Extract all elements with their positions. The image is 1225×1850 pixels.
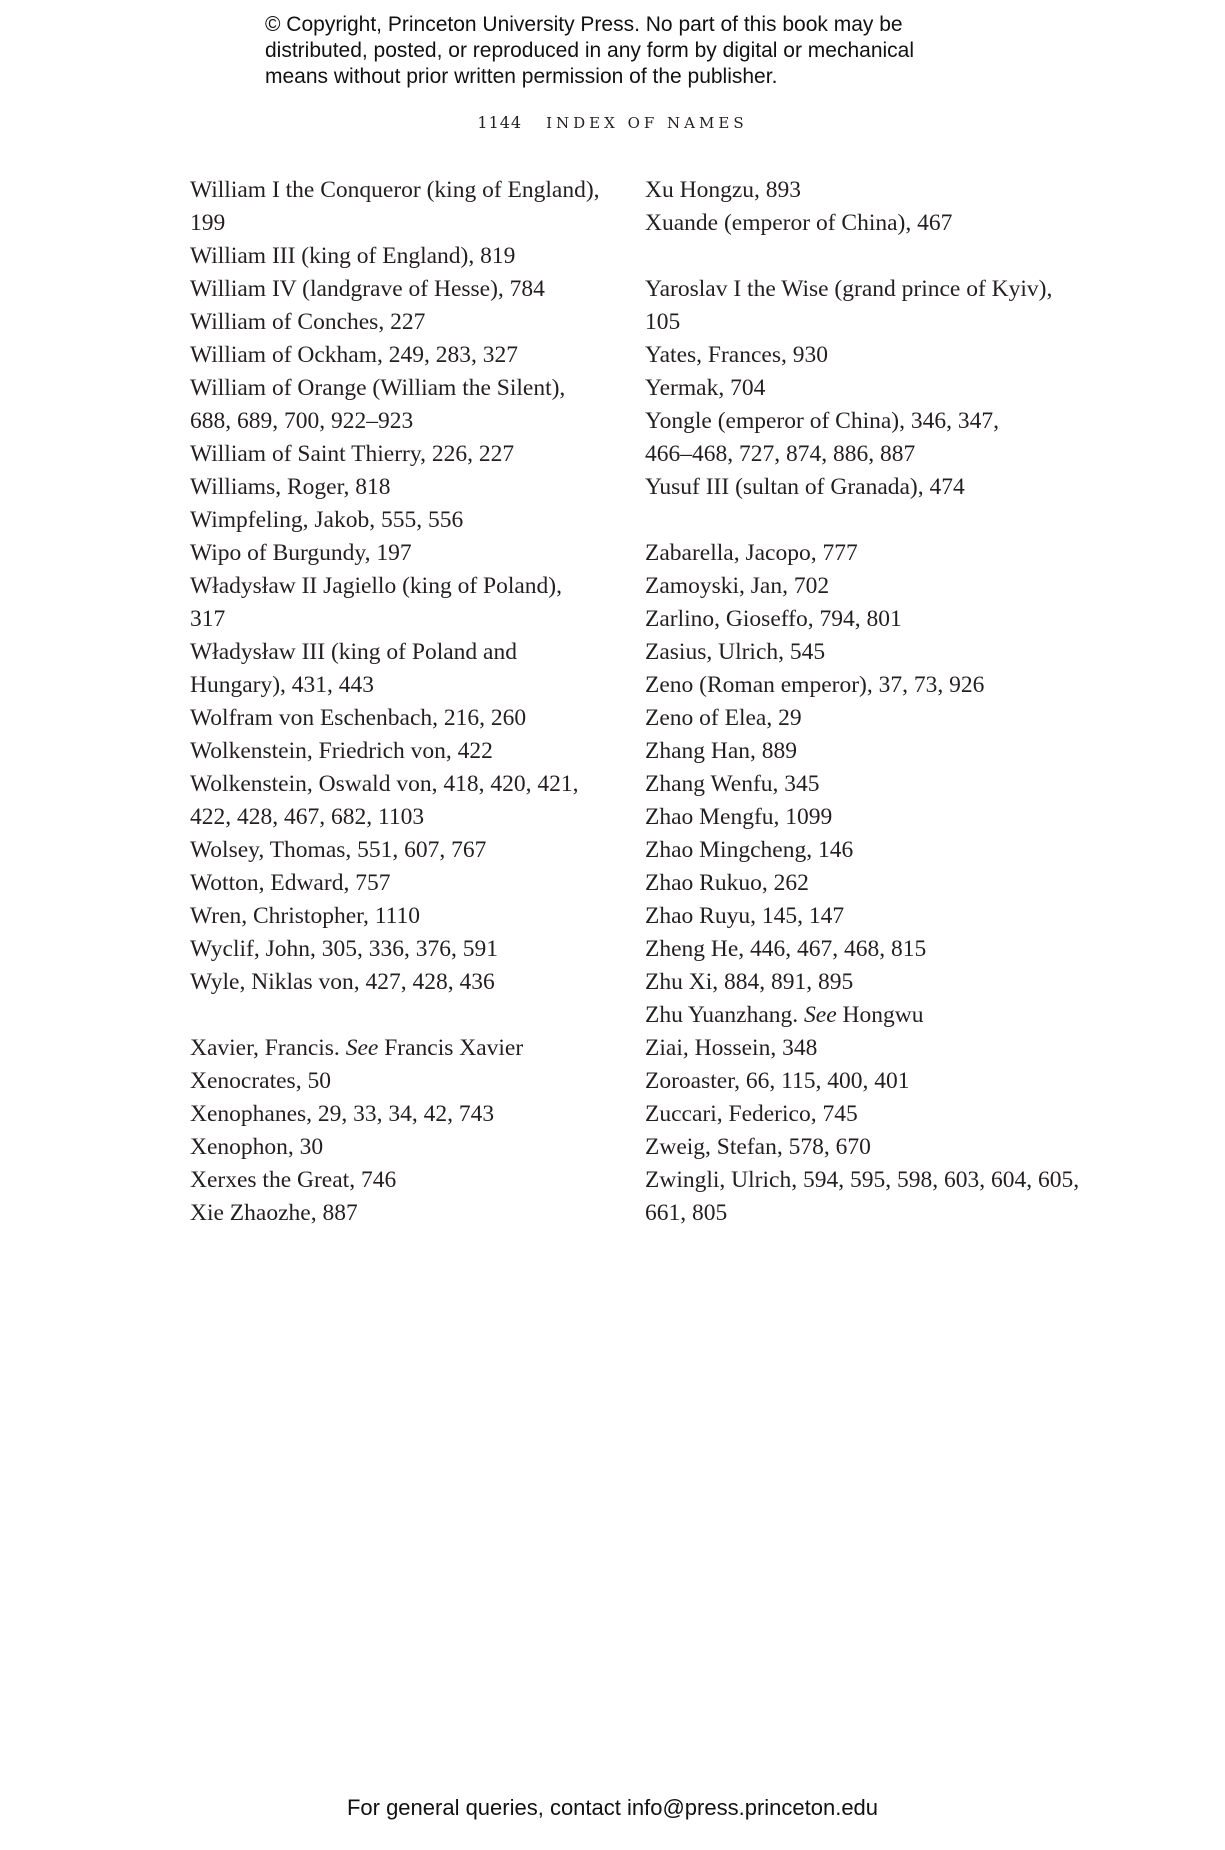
index-entry: Xenophanes, 29, 33, 34, 42, 743 [190, 1101, 495, 1127]
index-entry: Ziai, Hossein, 348 [645, 1035, 818, 1061]
letter-group-divider [190, 999, 630, 1032]
index-entry: Yates, Frances, 930 [645, 342, 828, 368]
index-entry: William III (king of England), 819 [190, 243, 516, 269]
index-entry: Wyclif, John, 305, 336, 376, 591 [190, 936, 498, 962]
index-column-left [190, 174, 630, 1230]
index-entry: Zamoyski, Jan, 702 [645, 573, 830, 599]
index-entry: Zhu Xi, 884, 891, 895 [645, 969, 854, 995]
index-entry: Wren, Christopher, 1110 [190, 903, 421, 929]
running-head [0, 113, 1225, 132]
index-entry: Zhang Wenfu, 345 [645, 771, 820, 797]
index-entry: Xavier, Francis. See Francis Xavier [190, 1035, 524, 1061]
index-entry: Xerxes the Great, 746 [190, 1167, 397, 1193]
index-entry: Zarlino, Gioseffo, 794, 801 [645, 606, 902, 632]
index-entry: Wolkenstein, Friedrich von, 422 [190, 738, 493, 764]
index-entry: Zhang Han, 889 [645, 738, 798, 764]
index-column-right [645, 174, 1080, 1230]
index-entry: Wolfram von Eschenbach, 216, 260 [190, 705, 527, 731]
index-entry: Zabarella, Jacopo, 777 [645, 540, 858, 566]
copyright-line: means without prior written permission of the publisher. [265, 65, 778, 88]
index-entry: Wolsey, Thomas, 551, 607, 767 [190, 837, 487, 863]
copyright-notice [265, 12, 985, 90]
index-entry: Zeno (Roman emperor), 37, 73, 926 [645, 672, 985, 698]
page-number: 1144 [477, 113, 523, 132]
index-entry: Xenophon, 30 [190, 1134, 324, 1160]
copyright-line: © Copyright, Princeton University Press. No part of this book may be [265, 13, 903, 36]
index-entry: Zuccari, Federico, 745 [645, 1101, 858, 1127]
index-entry: Zasius, Ulrich, 545 [645, 639, 826, 665]
index-entry: Xu Hongzu, 893 [645, 177, 801, 203]
letter-group-divider [645, 504, 1075, 537]
index-entry: Władysław III (king of Poland and Hungary), 431, 443 [190, 639, 517, 698]
index-entry: Yaroslav I the Wise (grand prince of Kyiv), 105 [645, 276, 1053, 335]
index-entry: William of Ockham, 249, 283, 327 [190, 342, 519, 368]
index-entry: Xenocrates, 50 [190, 1068, 331, 1094]
index-entry: Zhu Yuanzhang. See Hongwu [645, 1002, 924, 1028]
index-entry: Wolkenstein, Oswald von, 418, 420, 421, 422, 428, 467, 682, 1103 [190, 771, 579, 830]
index-entry: Xuande (emperor of China), 467 [645, 210, 953, 236]
index-entry: Zwingli, Ulrich, 594, 595, 598, 603, 604, 605, 661, 805 [645, 1167, 1080, 1226]
index-entry: William I the Conqueror (king of England), 199 [190, 177, 600, 236]
index-entry: Zoroaster, 66, 115, 400, 401 [645, 1068, 910, 1094]
footer-contact: For general queries, contact info@press.princeton.edu [346, 1795, 879, 1820]
index-entry: Zhao Ruyu, 145, 147 [645, 903, 845, 929]
index-entry: William of Saint Thierry, 226, 227 [190, 441, 515, 467]
index-entry: Władysław II Jagiello (king of Poland), 317 [190, 573, 562, 632]
index-entry: Zhao Mingcheng, 146 [645, 837, 854, 863]
index-entry: Wimpfeling, Jakob, 555, 556 [190, 507, 464, 533]
index-entry: Yermak, 704 [645, 375, 766, 401]
index-entry: Wotton, Edward, 757 [190, 870, 391, 896]
index-entry: Yusuf III (sultan of Granada), 474 [645, 474, 965, 500]
index-entry: Zeno of Elea, 29 [645, 705, 802, 731]
index-entry: William of Conches, 227 [190, 309, 426, 335]
index-entry: Yongle (emperor of China), 346, 347, 466–468, 727, 874, 886, 887 [645, 408, 999, 467]
index-entry: Zweig, Stefan, 578, 670 [645, 1134, 871, 1160]
index-entry: William IV (landgrave of Hesse), 784 [190, 276, 545, 302]
index-entry: Williams, Roger, 818 [190, 474, 391, 500]
index-entry: Wipo of Burgundy, 197 [190, 540, 412, 566]
index-entry: Wyle, Niklas von, 427, 428, 436 [190, 969, 495, 995]
index-entry: Zhao Mengfu, 1099 [645, 804, 833, 830]
index-entry: Xie Zhaozhe, 887 [190, 1200, 358, 1226]
index-entry: Zheng He, 446, 467, 468, 815 [645, 936, 927, 962]
letter-group-divider [645, 240, 1075, 273]
index-entry: Zhao Rukuo, 262 [645, 870, 809, 896]
page-title: INDEX OF NAMES [546, 114, 748, 132]
index-entry: William of Orange (William the Silent), 688, 689, 700, 922–923 [190, 375, 566, 434]
copyright-line: distributed, posted, or reproduced in any form by digital or mechanical [265, 39, 915, 62]
